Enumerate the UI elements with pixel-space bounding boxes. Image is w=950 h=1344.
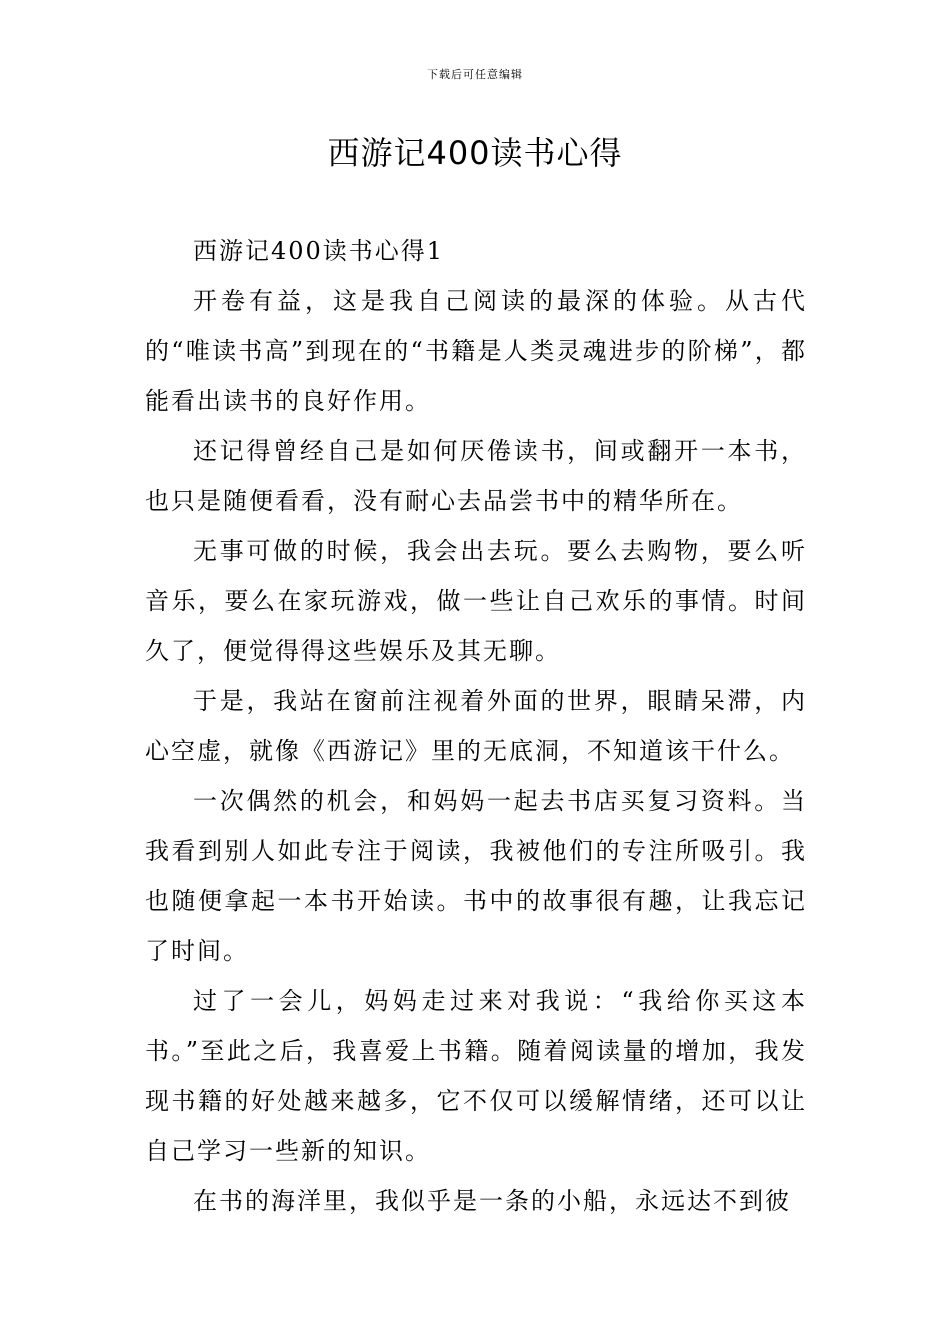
- paragraph: 无事可做的时候，我会出去玩。要么去购物，要么听音乐，要么在家玩游戏，做一些让自己欢乐的事情。时间久了，便觉得得这些娱乐及其无聊。: [145, 537, 807, 665]
- paragraph: 开卷有益，这是我自己阅读的最深的体验。从古代的“唯读书高”到现在的“书籍是人类灵魂进步的阶梯”，都能看出读书的良好作用。: [145, 287, 807, 415]
- paragraph: 于是，我站在窗前注视着外面的世界，眼睛呆滞，内心空虚，就像《西游记》里的无底洞，不知道该干什么。: [145, 687, 807, 765]
- section-heading: 西游记400读书心得1: [193, 237, 445, 265]
- paragraph: 过了一会儿，妈妈走过来对我说：“我给你买这本书。”至此之后，我喜爱上书籍。随着阅读量的增加，我发现书籍的好处越来越多，它不仅可以缓解情绪，还可以让自己学习一些新的知识。: [145, 987, 807, 1165]
- paragraph: 还记得曾经自己是如何厌倦读书，间或翻开一本书，也只是随便看看，没有耐心去品尝书中的精华所在。: [145, 437, 807, 515]
- paragraph: 一次偶然的机会，和妈妈一起去书店买复习资料。当我看到别人如此专注于阅读，我被他们的专注所吸引。我也随便拿起一本书开始读。书中的故事很有趣，让我忘记了时间。: [145, 787, 807, 965]
- document-body: [145, 226, 807, 1226]
- document-title: 西游记400读书心得: [327, 134, 623, 172]
- header-note: 下载后可任意编辑: [427, 68, 523, 81]
- paragraph: 在书的海洋里，我似乎是一条的小船，永远达不到彼: [193, 1187, 791, 1215]
